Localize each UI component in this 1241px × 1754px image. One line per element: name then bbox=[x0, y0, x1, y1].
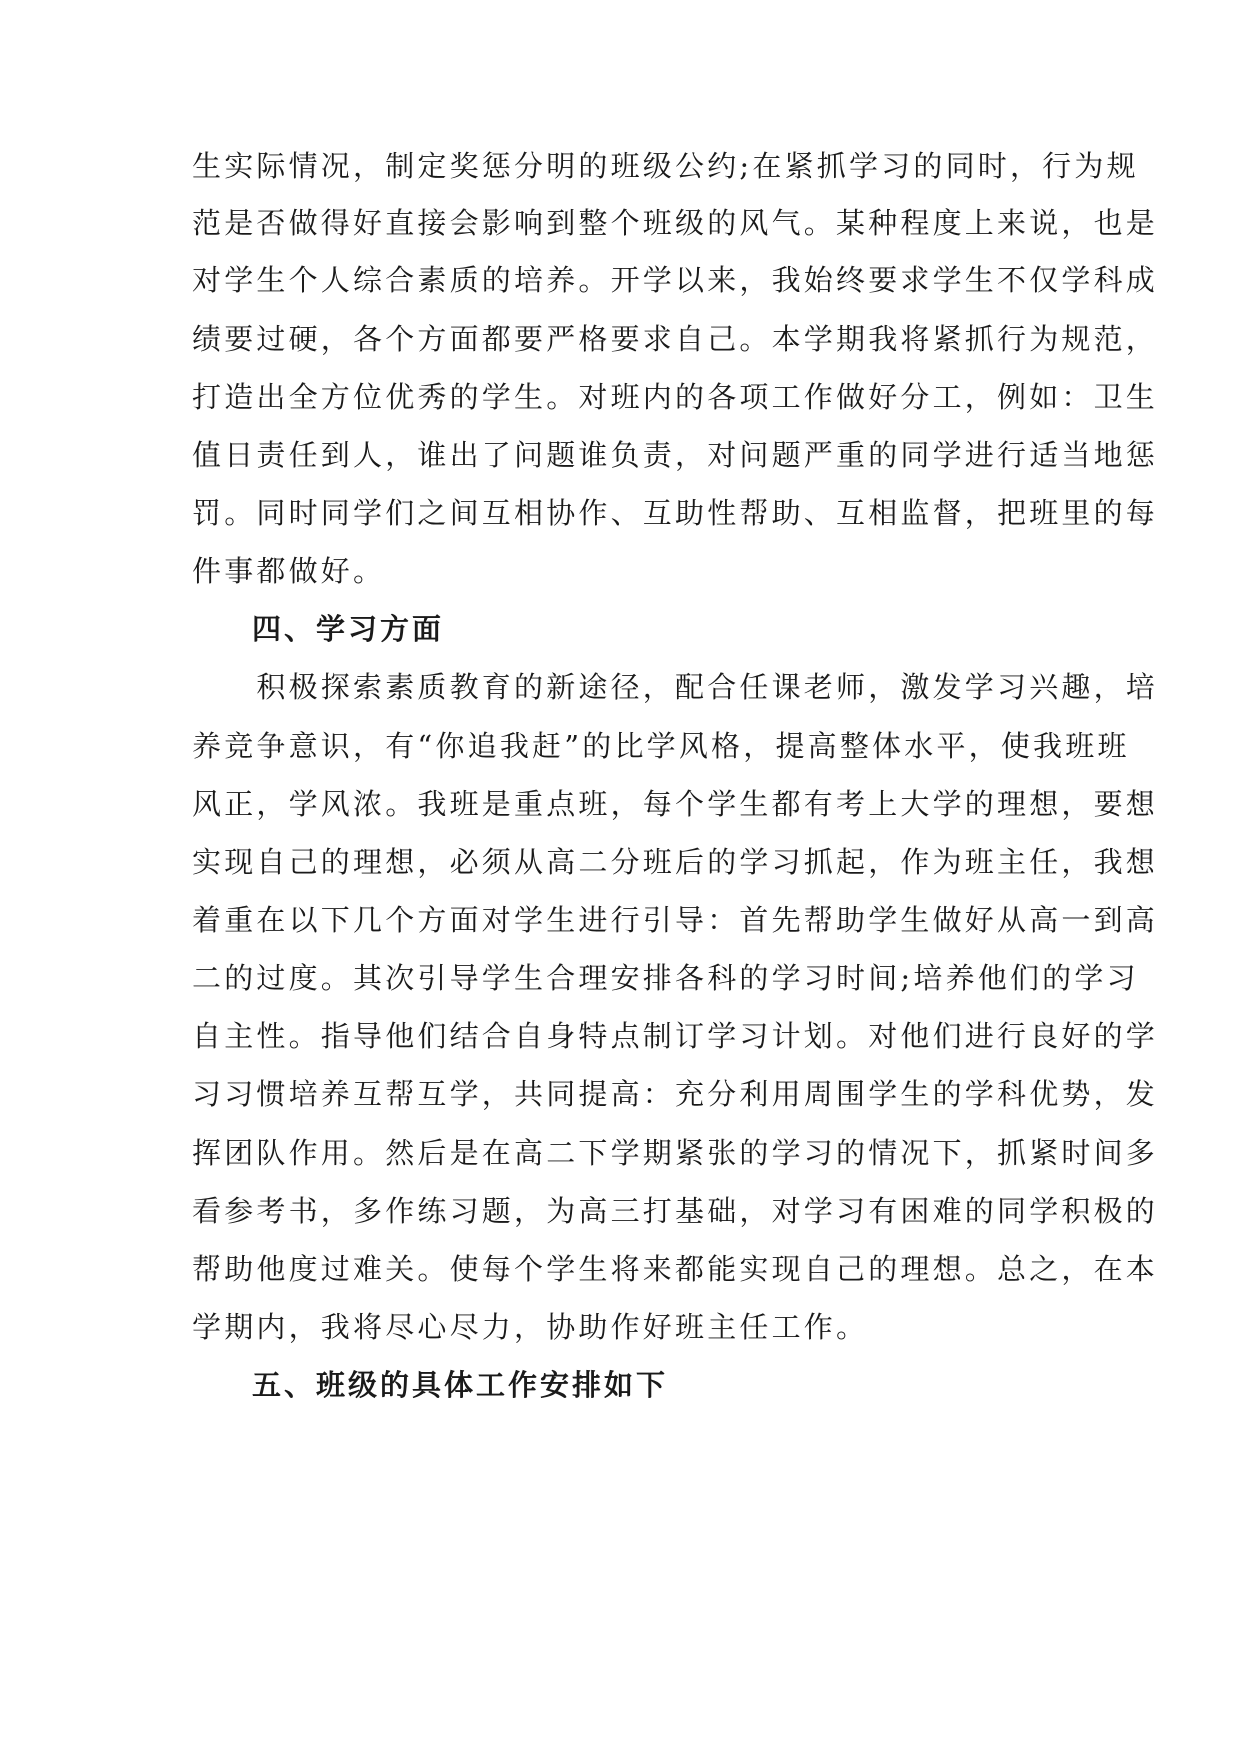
paragraph-line: 件事都做好。 bbox=[192, 554, 386, 588]
paragraph-line: 积极探索素质教育的新途径，配合任课老师，激发学习兴趣，培 bbox=[192, 670, 1159, 704]
paragraph-line: 绩要过硬，各个方面都要严格要求自己。本学期我将紧抓行为规范， bbox=[192, 322, 1159, 356]
paragraph-line: 范是否做得好直接会影响到整个班级的风气。某种程度上来说，也是 bbox=[192, 206, 1159, 240]
paragraph-line: 帮助他度过难关。使每个学生将来都能实现自己的理想。总之，在本 bbox=[192, 1252, 1159, 1286]
paragraph-line: 风正，学风浓。我班是重点班，每个学生都有考上大学的理想，要想 bbox=[192, 787, 1159, 821]
section-heading-study: 四、学习方面 bbox=[252, 612, 445, 646]
section-heading-schedule: 五、班级的具体工作安排如下 bbox=[252, 1368, 669, 1402]
paragraph-line: 养竞争意识，有“你追我赶”的比学风格，提高整体水平，使我班班 bbox=[192, 729, 1130, 763]
paragraph-line: 值日责任到人，谁出了问题谁负责，对问题严重的同学进行适当地惩 bbox=[192, 438, 1159, 472]
paragraph-line: 着重在以下几个方面对学生进行引导：首先帮助学生做好从高一到高 bbox=[192, 903, 1159, 937]
paragraph-line: 生实际情况，制定奖惩分明的班级公约;在紧抓学习的同时，行为规 bbox=[192, 149, 1139, 183]
paragraph-line: 习习惯培养互帮互学，共同提高：充分利用周围学生的学科优势，发 bbox=[192, 1077, 1159, 1111]
paragraph-line: 挥团队作用。然后是在高二下学期紧张的学习的情况下，抓紧时间多 bbox=[192, 1136, 1159, 1170]
paragraph-line: 对学生个人综合素质的培养。开学以来，我始终要求学生不仅学科成 bbox=[192, 263, 1159, 297]
paragraph-line: 自主性。指导他们结合自身特点制订学习计划。对他们进行良好的学 bbox=[192, 1019, 1159, 1053]
paragraph-line: 实现自己的理想，必须从高二分班后的学习抓起，作为班主任，我想 bbox=[192, 845, 1159, 879]
paragraph-line: 二的过度。其次引导学生合理安排各科的学习时间;培养他们的学习 bbox=[192, 961, 1139, 995]
paragraph-line: 看参考书，多作练习题，为高三打基础，对学习有困难的同学积极的 bbox=[192, 1194, 1159, 1228]
paragraph-line: 打造出全方位优秀的学生。对班内的各项工作做好分工，例如：卫生 bbox=[192, 380, 1159, 414]
paragraph-line: 罚。同时同学们之间互相协作、互助性帮助、互相监督，把班里的每 bbox=[192, 496, 1159, 530]
paragraph-line: 学期内，我将尽心尽力，协助作好班主任工作。 bbox=[192, 1310, 869, 1344]
